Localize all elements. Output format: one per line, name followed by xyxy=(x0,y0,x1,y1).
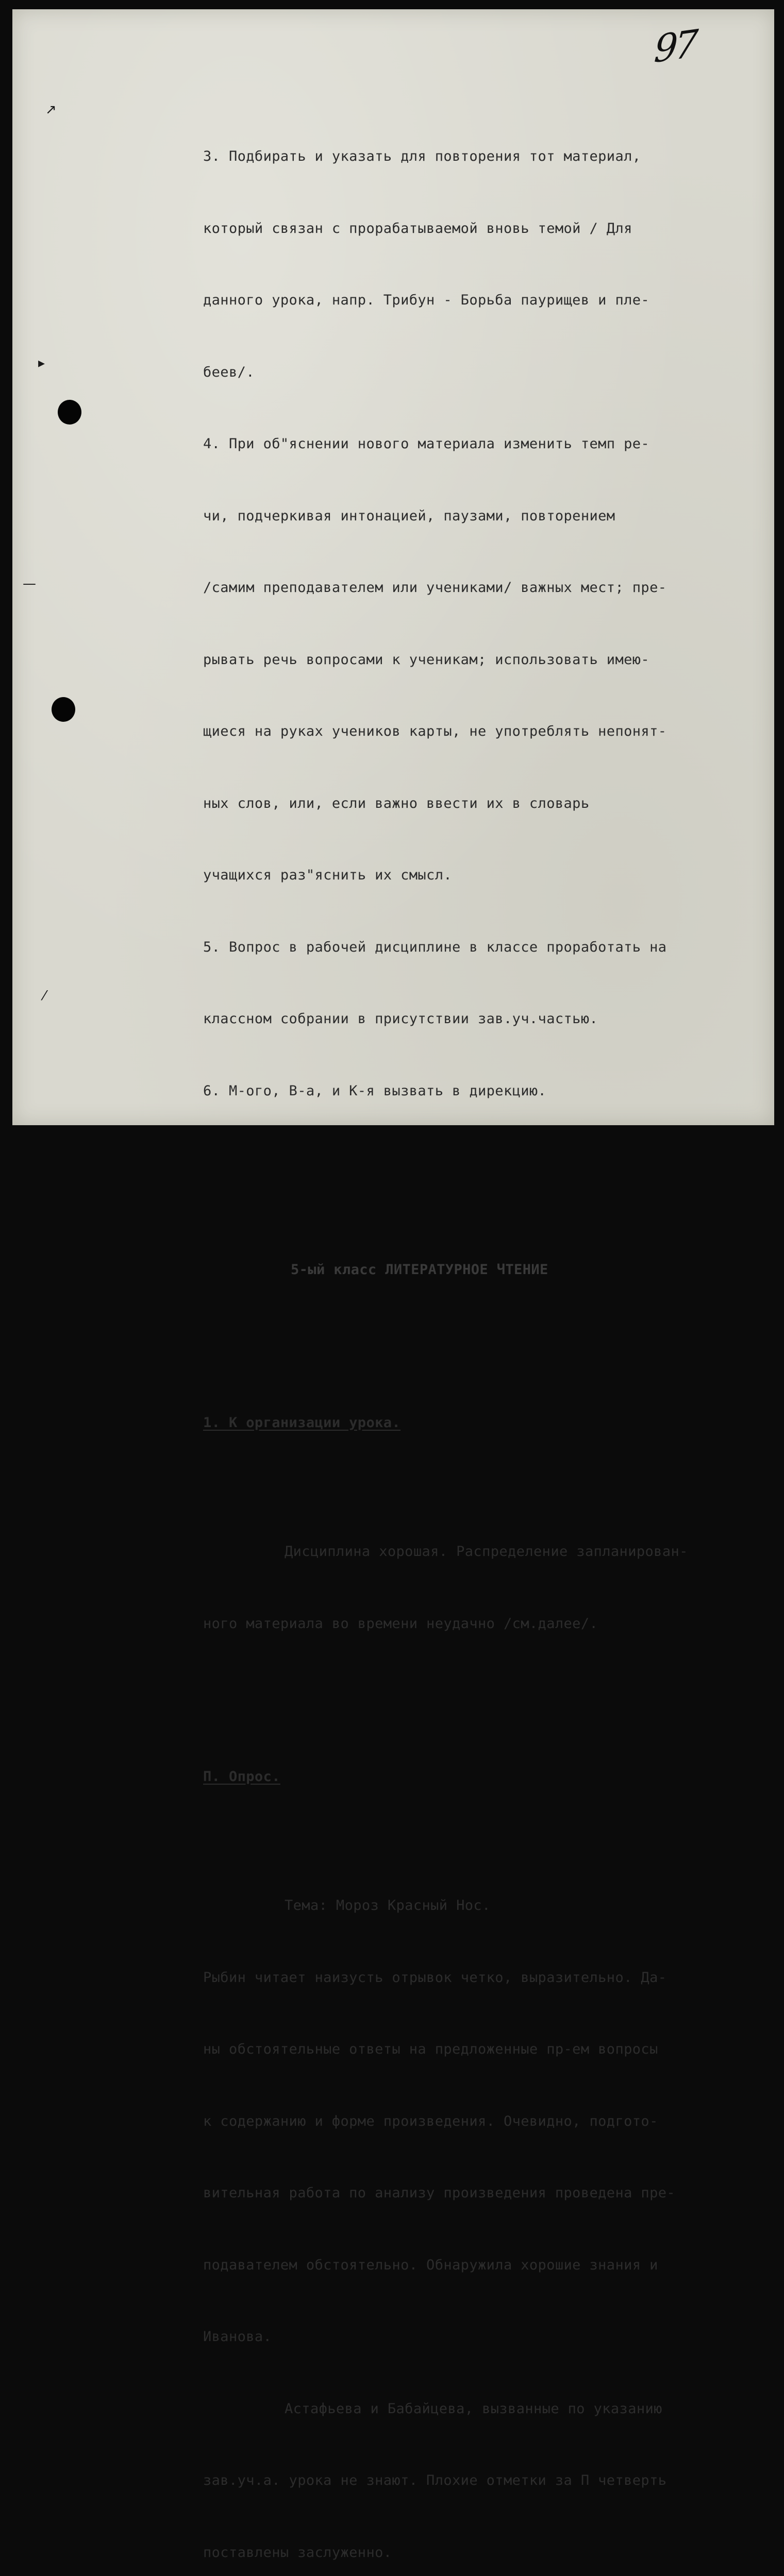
margin-mark: ↗ xyxy=(45,102,57,117)
text-line: который связан с прорабатываемой вновь темой / Для xyxy=(203,220,632,236)
subsection-title: 1. К организации урока. xyxy=(203,1414,401,1431)
text-line: ного материала во времени неудачно /см.далее/. xyxy=(203,1615,598,1632)
text-line: 6. М-ого, В-а, и К-я вызвать в дирекцию. xyxy=(203,1082,547,1099)
text-line: 4. При об"яснении нового материала изменить темп ре- xyxy=(203,436,650,452)
text-line: Иванова. xyxy=(203,2329,272,2345)
text-line: щиеся на руках учеников карты, не употреблять непонят- xyxy=(203,723,667,739)
typed-text xyxy=(203,97,749,2576)
text-line: данного урока, напр. Трибун - Борьба паурищев и пле- xyxy=(203,292,650,308)
punch-hole xyxy=(52,697,75,722)
text-line: вительная работа по анализу произведения проведена пре- xyxy=(203,2185,676,2201)
theme-line: Тема: Мороз Красный Нос. xyxy=(285,1897,491,1913)
text-line: к содержанию и форме произведения. Очевидно, подгото- xyxy=(203,2113,658,2129)
text-line: рывать речь вопросами к ученикам; использовать имею- xyxy=(203,651,650,668)
text-line: Рыбин читает наизусть отрывок четко, выразительно. Да- xyxy=(203,1969,667,1986)
subsection-title: П. Опрос. xyxy=(203,1768,280,1785)
text-line: 3. Подбирать и указать для повторения тот материал, xyxy=(203,148,641,164)
text-line: /самим преподавателем или учениками/ важных мест; пре- xyxy=(203,580,667,596)
document-page xyxy=(12,9,774,2561)
text-line: поставлены заслуженно. xyxy=(203,2544,392,2561)
text-line: Астафьева и Бабайцева, вызванные по указанию xyxy=(285,2400,662,2417)
text-line: чи, подчеркивая интонацией, паузами, повторением xyxy=(203,507,615,524)
text-line: подавателем обстоятельно. Обнаружила хорошие знания и xyxy=(203,2257,658,2273)
text-line: зав.уч.а. урока не знают. Плохие отметки за П четверть xyxy=(203,2472,667,2488)
section-heading: 5-ый класс ЛИТЕРАТУРНОЕ ЧТЕНИЕ xyxy=(291,1261,548,1278)
text-line: классном собрании в присутствии зав.уч.частью. xyxy=(203,1011,598,1027)
punch-hole xyxy=(58,400,81,425)
margin-mark: ▸ xyxy=(38,355,45,371)
margin-mark: ⁄ xyxy=(43,988,46,1004)
page-number: 97 xyxy=(653,21,697,72)
text-line: 5. Вопрос в рабочей дисциплине в классе проработать на xyxy=(203,939,667,955)
text-line: ных слов, или, если важно ввести их в словарь xyxy=(203,795,590,811)
margin-mark: — xyxy=(23,576,36,591)
text-line: ны обстоятельные ответы на предложенные пр-ем вопросы xyxy=(203,2041,658,2057)
text-line: учащихся раз"яснить их смысл. xyxy=(203,867,453,883)
text-line: Дисциплина хорошая. Распределение запланирован- xyxy=(285,1544,688,1560)
text-line: беев/. xyxy=(203,364,255,380)
